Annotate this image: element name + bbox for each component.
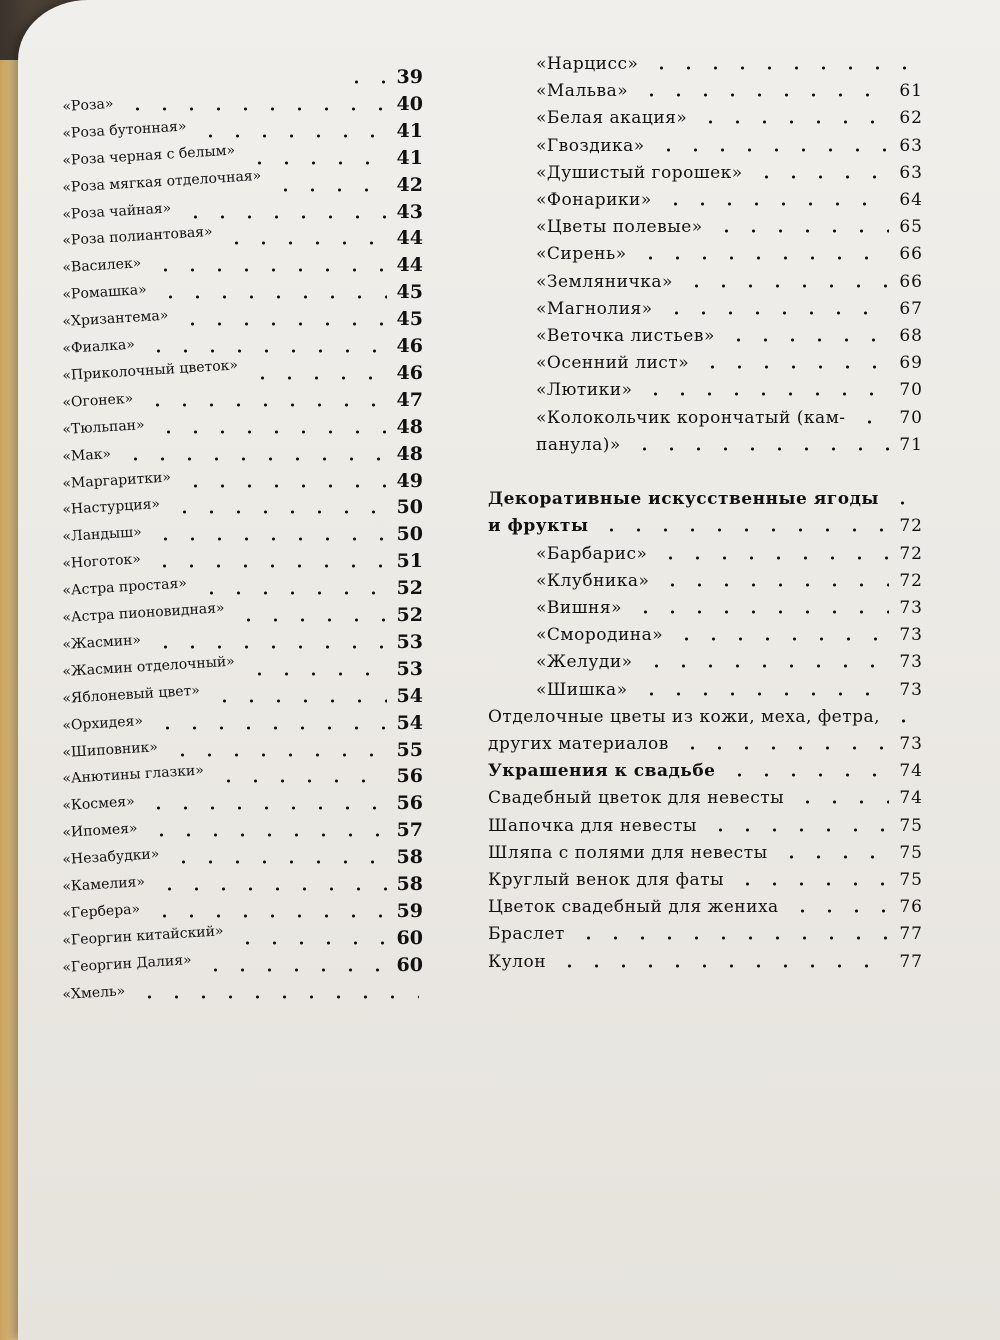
leader-dots (734, 882, 889, 886)
toc-entry (488, 946, 923, 972)
leader-dots (697, 120, 889, 124)
toc-entry-page: 47 (396, 388, 423, 411)
toc-entry-page: 74 (899, 788, 923, 809)
toc-entry (488, 157, 923, 183)
toc-entry-title: «Магнолия» (536, 298, 653, 319)
leader-dots (152, 268, 387, 272)
toc-entry (63, 761, 423, 787)
toc-entry (488, 674, 923, 700)
toc-entry-page: 66 (899, 271, 923, 292)
toc-entry-page: 70 (899, 380, 923, 401)
toc-entry-title: «Космея» (62, 793, 136, 815)
toc-entry (63, 654, 423, 680)
toc-entry-title: «Веточка листьев» (536, 326, 715, 346)
leader-dots (648, 66, 919, 70)
toc-entry (63, 466, 423, 492)
toc-entry (63, 89, 423, 115)
toc-entry-page: 60 (396, 926, 423, 949)
toc-entry-title: Декоративные искусственные ягоды (488, 489, 879, 510)
toc-entry-title: «Ландыш» (62, 524, 143, 546)
toc-entry-title: «Орхидея» (62, 712, 144, 734)
leader-dots (343, 80, 387, 84)
toc-entry (63, 250, 423, 276)
leader-dots (223, 241, 387, 245)
leader-dots (631, 447, 889, 451)
toc-entry-title: «Шиповник» (62, 738, 159, 761)
toc-entry (63, 896, 423, 922)
leader-dots (753, 175, 889, 179)
leader-dots (890, 719, 919, 723)
toc-entry-page: 77 (899, 951, 923, 972)
toc-entry (63, 439, 423, 465)
leader-dots (215, 779, 387, 783)
leader-dots (642, 392, 889, 396)
leader-dots (151, 564, 387, 568)
toc-entry (488, 510, 923, 536)
leader-dots (794, 800, 889, 804)
toc-entry-title: «Хмель» (62, 982, 126, 1003)
toc-entry (63, 842, 423, 868)
leader-dots (151, 914, 387, 918)
toc-entry-page: 63 (899, 162, 923, 183)
leader-dots (663, 311, 889, 315)
leader-dots (725, 338, 889, 342)
toc-entry-title: «Незабудки» (62, 846, 160, 869)
toc-entry-page: 53 (396, 630, 423, 653)
toc-entry-page: 56 (396, 792, 423, 815)
toc-entry-title: «Мак» (62, 445, 112, 465)
toc-entry-title: «Хризантема» (62, 307, 169, 331)
toc-entry-title: Украшения к свадьбе (488, 761, 716, 782)
leader-dots (637, 256, 889, 260)
leader-dots (169, 753, 387, 757)
toc-entry (63, 116, 423, 142)
toc-entry (488, 592, 923, 618)
leader-dots (598, 528, 889, 532)
toc-entry-page: 54 (396, 684, 423, 707)
toc-entry (63, 223, 423, 249)
leader-dots (679, 746, 889, 750)
toc-entry (488, 646, 923, 672)
leader-dots (156, 887, 387, 891)
leader-dots (249, 376, 387, 380)
toc-entry-title: «Жасмин отделочный» (62, 653, 236, 680)
leader-dots (182, 215, 387, 219)
toc-entry-title: «Огонек» (62, 390, 134, 411)
toc-entry-title: «Роза» (62, 95, 114, 115)
toc-entry (63, 600, 423, 626)
toc-entry-title: «Барбарис» (536, 543, 648, 564)
toc-entry-page: 77 (899, 924, 923, 945)
leader-dots (171, 510, 387, 514)
toc-entry-page: 52 (396, 577, 423, 600)
toc-entry-page: 59 (396, 899, 423, 922)
leader-dots (789, 909, 889, 913)
toc-entry-page: 73 (899, 734, 923, 754)
toc-entry (63, 950, 423, 976)
toc-entry (488, 755, 923, 781)
toc-entry (488, 102, 923, 128)
toc-entry-page: 52 (396, 604, 423, 626)
leader-dots (122, 457, 387, 461)
toc-entry (63, 923, 423, 949)
toc-entry (63, 627, 423, 653)
toc-entry-page: 72 (899, 516, 923, 537)
leader-dots (575, 936, 889, 940)
toc-entry-title: «Гвоздика» (536, 135, 645, 156)
leader-dots (152, 645, 387, 649)
toc-entry (63, 412, 423, 438)
leader-dots (234, 941, 387, 945)
toc-entry-page: 50 (396, 523, 423, 546)
leader-dots (638, 692, 889, 696)
toc-entry-title: «Душистый горошек» (536, 162, 743, 183)
toc-entry-page: 50 (396, 496, 423, 519)
toc-entry-title: других материалов (488, 734, 669, 754)
toc-entry (63, 573, 423, 599)
toc-entry-page: 61 (899, 81, 923, 102)
toc-entry (488, 75, 923, 101)
leader-dots (683, 284, 889, 288)
leader-dots (659, 583, 889, 587)
toc-entry-page: 48 (396, 415, 423, 438)
toc-entry-title: «Лютики» (536, 380, 633, 401)
leader-dots (198, 591, 387, 595)
leader-dots (154, 726, 387, 730)
toc-entry-page: 60 (396, 953, 423, 976)
toc-entry-page: 69 (899, 353, 923, 374)
leader-dots (246, 672, 387, 676)
toc-entry-page: 39 (396, 66, 423, 88)
toc-entry-title: «Земляничка» (536, 271, 673, 292)
toc-entry (488, 864, 923, 890)
toc-entry (63, 519, 423, 545)
leader-dots (148, 833, 387, 837)
leader-dots (657, 556, 889, 560)
toc-entry (488, 320, 923, 346)
leader-dots (179, 322, 387, 326)
toc-entry (488, 483, 923, 509)
toc-entry-page: 73 (899, 625, 923, 646)
leader-dots (632, 610, 889, 614)
toc-entry (488, 48, 923, 74)
toc-entry-page: 75 (899, 815, 923, 836)
toc-entry-page: 58 (396, 873, 423, 895)
toc-entry (488, 266, 923, 292)
toc-entry-page: 71 (899, 434, 923, 455)
leader-dots (197, 134, 387, 138)
toc-entry-title: Браслет (488, 924, 565, 945)
toc-entry-page: 62 (899, 108, 923, 129)
leader-dots (145, 806, 387, 810)
toc-entry-title: «Василек» (62, 255, 142, 277)
toc-entry (63, 815, 423, 841)
toc-entry-title: «Анютины глазки» (62, 762, 205, 788)
toc-entry-page: 73 (899, 679, 923, 700)
toc-entry (488, 238, 923, 264)
leader-dots (889, 501, 919, 505)
toc-entry-page: 54 (396, 711, 423, 734)
toc-entry-title: «Мальва» (536, 81, 629, 102)
toc-entry (63, 277, 423, 303)
toc-entry (63, 735, 423, 761)
toc-entry-page: 45 (396, 281, 423, 304)
toc-entry-page: 56 (396, 765, 423, 788)
toc-entry-title: «Шишка» (536, 679, 628, 700)
toc-entry-title: Свадебный цветок для невесты (488, 788, 785, 809)
toc-entry-title: Шляпа с полями для невесты (488, 842, 768, 863)
toc-entry-page: 42 (396, 173, 423, 196)
toc-entry-title: «Нарцисс» (536, 54, 639, 74)
leader-dots (182, 484, 387, 488)
toc-entry (488, 701, 923, 727)
toc-entry (488, 429, 923, 455)
toc-entry-page: 66 (899, 244, 923, 265)
toc-entry (63, 358, 423, 384)
toc-entry-page: 46 (396, 361, 423, 384)
toc-entry-page: 67 (899, 298, 923, 319)
toc-entry-page: 41 (396, 119, 423, 142)
toc-entry-title: Цветок свадебный для жениха (488, 897, 779, 918)
leader-dots (155, 430, 387, 434)
toc-entry (488, 130, 923, 156)
toc-entry-page: 75 (899, 870, 923, 890)
toc-entry (488, 891, 923, 917)
toc-entry-title: «Белая акация» (536, 108, 688, 129)
toc-entry-title: «Гербера» (62, 901, 141, 922)
toc-entry (62, 167, 423, 196)
leader-dots (170, 860, 387, 864)
toc-entry-title: Круглый венок для фаты (488, 870, 725, 890)
toc-entry (488, 211, 923, 237)
toc-entry-title: «Роза мягкая отделочная» (62, 167, 262, 196)
toc-entry-page: 40 (396, 92, 423, 115)
toc-entry-title: «Приколочный цветок» (62, 357, 239, 384)
toc-entry (63, 681, 423, 707)
toc-entry-title: «Настурция» (62, 496, 161, 519)
toc-entry (488, 456, 923, 482)
toc-entry-page: 72 (899, 543, 923, 564)
toc-entry-page: 51 (396, 550, 423, 573)
toc-entry-title: «Сирень» (536, 244, 627, 265)
toc-entry-page: 74 (899, 761, 923, 782)
toc-entry-page: 58 (396, 846, 423, 869)
toc-entry-page: 55 (396, 738, 423, 761)
toc-entry-title: «Ипомея» (62, 820, 138, 842)
toc-entry-title: «Осенний лист» (536, 353, 690, 374)
toc-entry-title: «Роза черная с белым» (62, 142, 236, 169)
toc-entry-title: Шапочка для невесты (488, 815, 697, 836)
toc-entry (63, 143, 423, 169)
toc-entry (63, 197, 423, 223)
toc-entry (488, 565, 923, 591)
toc-entry-title: Отделочные цветы из кожи, меха, фетра, (488, 706, 881, 727)
toc-entry-page: 48 (396, 442, 423, 465)
toc-entry-title: «Фиалка» (62, 336, 136, 357)
toc-entry-title: «Георгин Далия» (62, 951, 193, 976)
toc-entry-page: 45 (396, 308, 423, 331)
toc-entry-title: «Тюльпан» (62, 416, 146, 438)
toc-entry (488, 374, 923, 400)
leader-dots (662, 202, 889, 206)
book-page (18, 0, 1000, 1340)
toc-entry (63, 977, 423, 1003)
toc-entry-title: «Камелия» (62, 873, 146, 895)
toc-entry (488, 728, 923, 754)
toc-entry-title: Кулон (488, 951, 547, 972)
toc-entry-title: «Роза чайная» (62, 199, 172, 223)
toc-entry (488, 782, 923, 808)
toc-entry-title: «Роза бутонная» (62, 118, 187, 142)
toc-entry (488, 293, 923, 319)
toc-entry-page: 44 (396, 254, 423, 277)
toc-entry (63, 331, 423, 357)
toc-entry (488, 184, 923, 210)
leader-dots (856, 420, 889, 424)
toc-entry-title: «Георгин китайский» (62, 922, 224, 949)
toc-entry-page: 65 (899, 217, 923, 238)
leader-dots (638, 93, 889, 97)
toc-entry (63, 62, 423, 88)
toc-entry-title: и фрукты (488, 516, 589, 537)
leader-dots (235, 618, 387, 622)
toc-entry-title: «Ноготок» (62, 551, 142, 573)
leader-dots (202, 968, 387, 972)
toc-entry (488, 810, 923, 836)
toc-entry-page: 68 (899, 326, 923, 346)
toc-entry (488, 837, 923, 863)
toc-entry (488, 347, 923, 373)
toc-entry-title: «Фонарики» (536, 190, 652, 210)
leader-dots (726, 773, 889, 777)
leader-dots (272, 188, 387, 192)
leader-dots (643, 664, 889, 668)
toc-entry-title: «Роза полиантовая» (62, 224, 214, 250)
toc-entry (63, 385, 423, 411)
leader-dots (778, 855, 889, 859)
leader-dots (152, 537, 387, 541)
toc-entry-page: 43 (396, 200, 423, 223)
leader-dots (124, 107, 387, 111)
leader-dots (211, 699, 387, 703)
toc-entry-title: «Ромашка» (62, 282, 148, 304)
toc-entry (488, 918, 923, 944)
toc-entry-page: 73 (899, 598, 923, 618)
leader-dots (707, 828, 889, 832)
toc-entry (488, 538, 923, 564)
toc-entry-page: 44 (396, 227, 423, 250)
toc-entry-title: «Клубника» (536, 570, 650, 591)
toc-entry (63, 304, 423, 330)
toc-entry (63, 708, 423, 734)
leader-dots (556, 964, 889, 968)
leader-dots (713, 229, 889, 233)
leader-dots (157, 295, 387, 299)
toc-entry-title: «Маргаритки» (62, 468, 172, 492)
leader-dots (145, 349, 387, 353)
leader-dots (246, 161, 387, 165)
toc-entry-title: «Цветы полевые» (536, 217, 703, 238)
toc-entry-page: 73 (899, 652, 923, 673)
toc-entry (63, 492, 423, 518)
toc-entry (63, 788, 423, 814)
leader-dots (144, 403, 387, 407)
toc-entry-page: 70 (899, 407, 923, 428)
toc-entry-page: 72 (899, 570, 923, 591)
toc-entry (63, 869, 423, 895)
leader-dots (699, 365, 889, 369)
toc-entry-title: «Астра пионовидная» (62, 600, 225, 626)
toc-entry (488, 619, 923, 645)
toc-entry-title: «Астра простая» (62, 575, 188, 600)
toc-entry-page: 53 (396, 657, 423, 680)
toc-entry-title: «Смородина» (536, 625, 664, 646)
toc-entry-title: «Яблоневый цвет» (62, 682, 201, 707)
toc-entry-title: «Желуди» (536, 652, 633, 673)
toc-entry-page: 64 (899, 190, 923, 210)
toc-entry-page: 46 (396, 335, 423, 357)
leader-dots (673, 637, 889, 641)
leader-dots (655, 148, 889, 152)
toc-entry (63, 546, 423, 572)
toc-entry-page: 57 (396, 819, 423, 842)
toc-entry-page: 75 (899, 842, 923, 863)
toc-entry-title: «Вишня» (536, 598, 622, 618)
toc-entry-page: 41 (396, 146, 423, 169)
toc-entry-page: 49 (396, 469, 423, 492)
toc-entry (488, 402, 923, 428)
toc-entry-page: 76 (899, 897, 923, 918)
leader-dots (136, 995, 419, 999)
toc-entry-title: «Жасмин» (62, 632, 142, 653)
toc-entry-title: панула)» (536, 434, 621, 455)
toc-entry-page: 63 (899, 135, 923, 156)
toc-entry-title: «Колокольчик корончатый (кам- (536, 407, 846, 428)
